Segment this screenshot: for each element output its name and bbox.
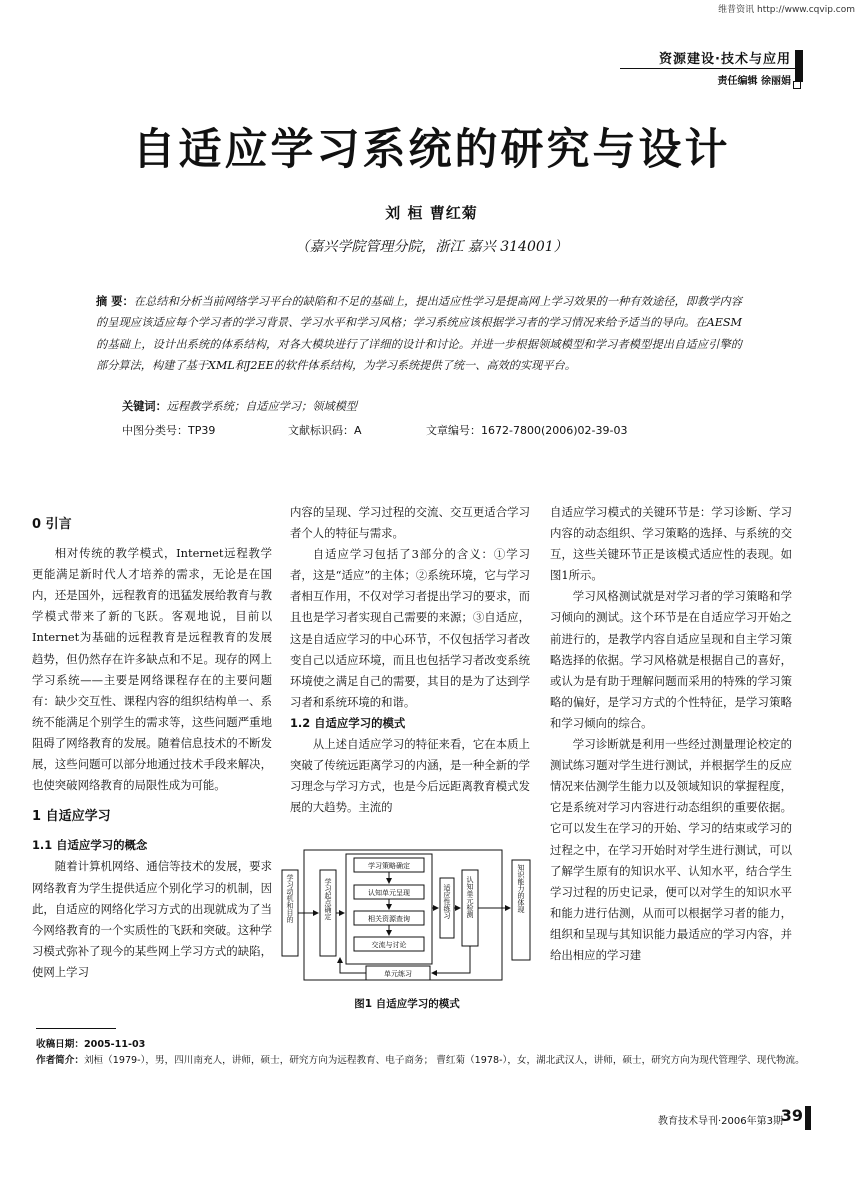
column-1 [32,508,272,983]
clc-number: 中图分类号：TP39 [122,424,216,437]
label-resources: 相关资源查询 [368,915,410,923]
column-3 [550,502,792,966]
keywords [122,398,357,414]
page-bar [805,1106,811,1130]
watermark: 维普资讯 http://www.cqvip.com [718,5,855,15]
label-adaptive-practice: 适应性练习 [443,884,451,919]
figure-caption: 图1 自适应学习的模式 [354,998,460,1010]
editor-box [793,81,801,89]
label-learning-motive: 学习动机和目的 [286,874,294,923]
footnote-bio [36,1053,816,1068]
received-date: 收稿日期：2005-11-03 [36,1039,146,1050]
paragraph: 自适应学习包括了3部分的含义：①学习者，这是“适应”的主体；②系统环境，它与学习者相互作用，不仅对学习者提出学习的要求，而且也是学习者实现自己需要的来源；③自适应，这是自适应学习的中心环节，不仅包括学习者改变自己以适应环境，而且也包括学习者改变系统环境使之满足自己的需要，其目的是为了达到学习者和系统环境的和谐。 [290,547,530,709]
abstract-label: 摘 要： [96,295,134,308]
column-2 [290,502,530,818]
label-unit-exercise: 单元练习 [384,970,412,978]
section-bar [795,50,803,82]
label-discussion: 交流与讨论 [371,941,407,949]
editor-credit: 责任编辑 徐丽娟 [717,76,791,87]
heading-introduction: 0 引言 [32,517,72,532]
section-header: 资源建设·技术与应用 [659,52,791,67]
label-start-point: 学习起点确定 [324,878,332,920]
label-unit-test: 认知单元检测 [466,876,474,918]
keywords-label: 关键词： [122,400,167,413]
journal-name: 教育技术导刊·2006年第3期 [658,1116,783,1127]
heading-mode: 1.2 自适应学习的模式 [290,715,406,730]
section-rule [620,68,800,69]
heading-adaptive-learning: 1 自适应学习 [32,809,111,825]
paragraph: 自适应学习模式的关键环节是：学习诊断、学习内容的动态组织、学习策略的选择、与系统的交互，这些关键环节正是该模式适应性的表现。如图1所示。 [550,505,792,583]
keywords-text: 远程教学系统；自适应学习；领域模型 [166,400,357,413]
label-strategy: 学习策略确定 [368,862,410,870]
footnote-rule [36,1028,116,1029]
figure-adaptive-learning-mode [280,848,534,988]
abstract [96,291,742,376]
page-number: 39 [780,1106,803,1125]
arrow [432,946,470,973]
affiliation: （嘉兴学院管理分院，浙江 嘉兴 314001） [295,239,568,255]
footnote-received [36,1037,816,1052]
paper-title: 自适应学习系统的研究与设计 [132,125,731,175]
bio-text: 刘桓（1979-），男，四川南充人，讲师，硕士，研究方向为远程教育、电子商务； 曹红菊（1978-），女，湖北武汉人，讲师，硕士，研究方向为现代管理学、现代物流。 [83,1055,805,1066]
doc-code: 文献标识码：A [288,424,362,437]
label-unit-present: 认知单元呈现 [368,889,410,897]
paragraph: 相对传统的教学模式，Internet远程教学更能满足新时代人才培养的需求，无论是在国内，还是国外，远程教育的迅猛发展给教育与教学模式带来了新的飞跃。客观地说，目前以Internet为基础的远程教育是远程教育的发展趋势，但仍然存在许多缺点和不足。现存的网上学习系统——主要是网络课程存在的主要问题有：缺少交互性、课程内容的组织结构单一、系统不能满足个别学生的需求等，这些问题严重地阻碍了网络教育的发展。随着信息技术的不断发展，这些问题可以部分地通过技术手段来解决，也使突破网络教育的局限性成为可能。 [32,546,272,793]
bio-label: 作者简介： [36,1055,84,1066]
label-knowledge: 知识能力的体现 [517,864,525,913]
paragraph: 从上述自适应学习的特征来看，它在本质上突破了传统远距离学习的内涵，是一种全新的学习理念与学习方式，也是今后远距离教育模式发展的大趋势。主流的 [290,737,530,815]
arrow [340,958,366,973]
abstract-text: 在总结和分析当前网络学习平台的缺陷和不足的基础上，提出适应性学习是提高网上学习效果的一种有效途径，即教学内容的呈现应该适应每个学习者的学习背景、学习水平和学习风格；学习系统应该根据学习者的学习情况来给予适当的导向。在AESM的基础上，设计出系统的体系结构，对各大模块进行了详细的设计和讨论。并进一步根据领域模型和学习者模型提出自适应引擎的部分算法，构建了基于XML和J2EE的软件体系结构，为学习系统提供了统一、高效的实现平台。 [96,295,742,372]
article-number: 文章编号：1672-7800(2006)02-39-03 [426,424,628,437]
paragraph: 学习诊断就是利用一些经过测量理论校定的测试练习题对学生进行测试，并根据学生的反应情况来估测学生能力以及领域知识的掌握程度，它是系统对学习内容进行动态组织的重要依据。它可以发生在学习的开始、学习的结束或学习的过程之中，在学习开始时对学生进行测试，可以了解学生原有的知识水平、认知水平，结合学生学习过程的历史记录，便可以对学生的知识水平和能力进行估测，从而可以根据学习者的能力，组织和呈现与其知识能力最适应的学习内容，并给出相应的学习建 [550,737,792,962]
paragraph: 随着计算机网络、通信等技术的发展，要求网络教育为学生提供适应个别化学习的机制，因此，自适应的网络化学习方式的出现就成为了当今网络教育的一个实质性的飞跃和突破。这种学习模式弥补了现今的某些网上学习方式的缺陷，使网上学习 [32,859,272,979]
paragraph: 内容的呈现、学习过程的交流、交互更适合学习者个人的特征与需求。 [290,505,530,541]
authors: 刘 桓 曹红菊 [385,204,478,222]
heading-concept: 1.1 自适应学习的概念 [32,838,148,853]
paragraph: 学习风格测试就是对学习者的学习策略和学习倾向的测试。这个环节是在自适应学习开始之前进行的，是教学内容自适应呈现和自主学习策略选择的依据。学习风格就是根据自己的喜好，或认为是有助于理解问题而采用的特殊的学习策略的偏好，是学习方式的个性特征，是学习策略和学习倾向的综合。 [550,589,792,730]
